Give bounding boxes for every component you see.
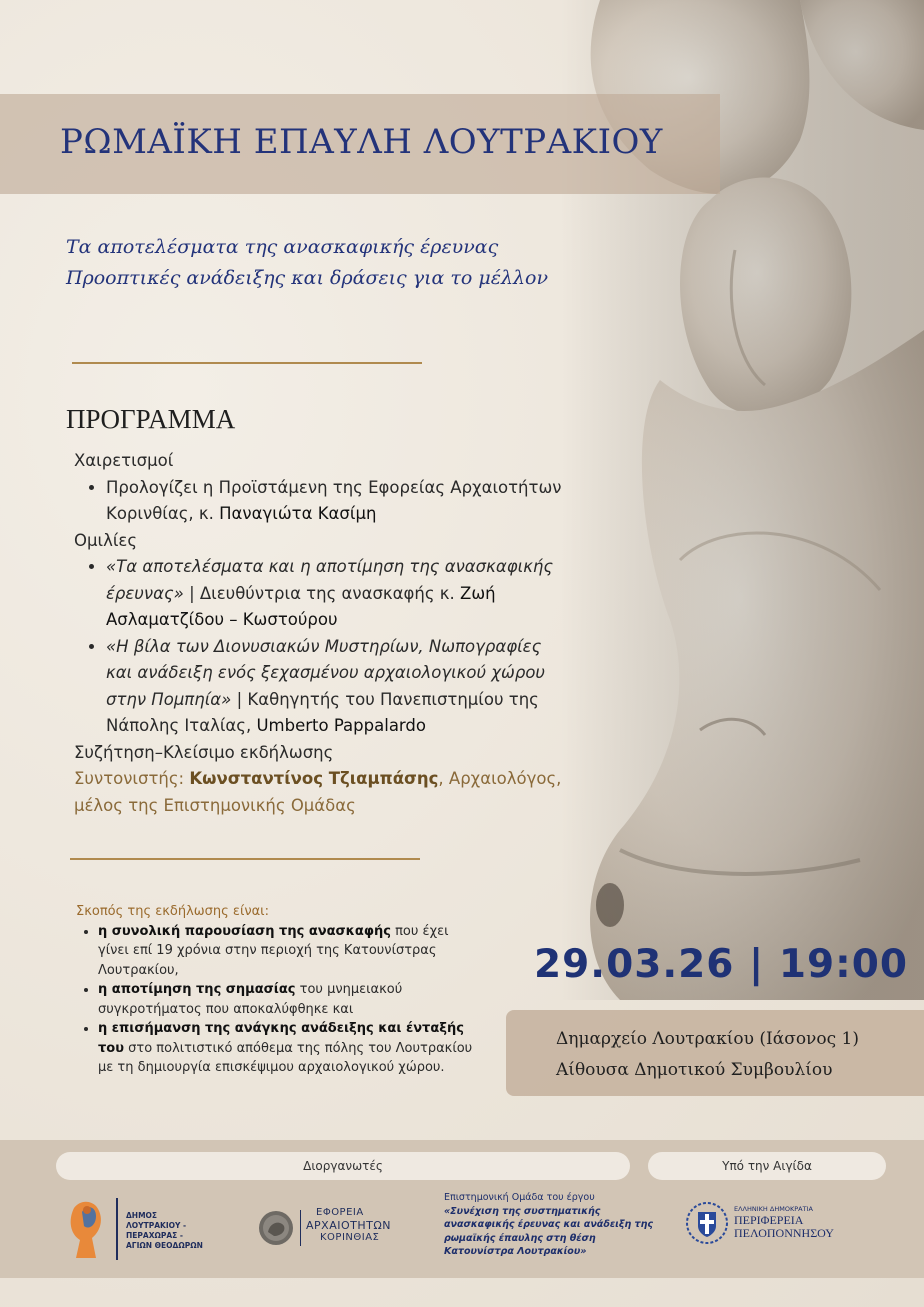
region-logo-text [734,1205,834,1240]
purpose-section [76,902,476,1078]
talk1-text: | Διευθύντρια της ανασκαφής κ. [183,583,461,603]
dimos-logo-icon [66,1198,108,1262]
venue-line-1: Δημαρχείο Λουτρακίου (Ιάσονος 1) [556,1029,859,1049]
program-list [74,448,564,819]
coordinator [74,766,564,819]
project-title: «Συνέχιση της συστηματικής ανασκαφικής έρευνας και ανάδειξη της ρωμαϊκής έπαυλης στη θέση Κατουνίστρα Λουτρακίου» [444,1205,653,1257]
divider-top [72,362,422,364]
subtitle-line-2: Προοπτικές ανάδειξης και δράσεις για το μέλλον [66,267,549,289]
list-item [106,554,564,634]
eforeia-divider [300,1210,301,1246]
subtitle [66,232,548,294]
talk2-name: Umberto Pappalardo [256,716,426,735]
dimos-line-3: ΠΕΡΑΧΩΡΑΣ - [126,1231,184,1240]
intro-name: Παναγιώτα Κασίμη [219,504,377,523]
subtitle-line-1: Τα αποτελέσματα της ανασκαφικής έρευνας [66,236,499,258]
venue-line-2: Αίθουσα Δημοτικού Συμβουλίου [556,1060,833,1080]
talk1-name: Ζωή Ασλαματζίδου – Κωστούρου [106,583,496,629]
dimos-line-4: ΑΓΙΩΝ ΘΕΟΔΩΡΩΝ [126,1241,203,1250]
purpose-item1-bold: η συνολική παρουσίαση της ανασκαφής [98,923,391,939]
talk2-text: | Καθηγητής του Πανεπιστημίου της Νάπολης Ιταλίας, [106,689,539,735]
dimos-line-1: ΔΗΜΟΣ [126,1211,158,1220]
list-item [106,634,564,740]
eforeia-line-2: ΑΡΧΑΙΟΤΗΤΩΝ [306,1218,391,1232]
region-emblem-icon [686,1202,728,1244]
program-heading: ΠΡΟΓΡΑΜΜΑ [66,404,236,434]
science-team-block [444,1191,654,1259]
talks-label: Ομιλίες [74,530,138,550]
purpose-item2-bold: η αποτίμηση της σημασίας [98,982,296,997]
purpose-lead-bold: Σκοπός της εκδήλωσης [76,904,229,919]
purpose-lead-rest: είναι: [228,904,269,919]
dimos-divider [116,1198,118,1260]
eforeia-line-3: ΚΟΡΙΝΘΙΑΣ [320,1232,380,1243]
organizers-label: Διοργανωτές [56,1152,630,1180]
region-line-1: ΕΛΛΗΝΙΚΗ ΔΗΜΟΚΡΑΤΙΑ [734,1205,813,1213]
science-team-label: Επιστημονική Ομάδα του έργου [444,1192,595,1203]
greetings-items [74,475,564,528]
purpose-item2-rest: του μνημειακού συγκροτήματος που αποκαλύφθηκε και [98,982,403,1017]
talks-items [74,554,564,740]
auspices-label: Υπό την Αιγίδα [648,1152,886,1180]
dimos-logo-text [126,1211,203,1251]
event-datetime: 29.03.26 | 19:00 [534,942,908,987]
coordinator-label: Συντονιστής: [74,769,190,788]
purpose-lead [76,902,476,922]
eforeia-logo-text [306,1207,391,1245]
coordinator-role: , Αρχαιολόγος, μέλος της Επιστημονικής Ομάδας [74,769,562,815]
coordinator-name: Κωνσταντίνος Τζιαμπάσης [189,769,439,788]
dimos-line-2: ΛΟΥΤΡΑΚΙΟΥ - [126,1221,187,1230]
talk1-title: «Τα αποτελέσματα και η αποτίμηση της ανασκαφικής έρευνας» [106,557,554,603]
list-item [106,475,564,528]
page-title: ΡΩΜΑΪΚΗ ΕΠΑΥΛΗ ΛΟΥΤΡΑΚΙΟΥ [60,122,663,162]
purpose-item3-rest: στο πολιτιστικό απόθεμα της πόλης του Λουτρακίου με τη δημιουργία επισκέψιμου αρχαιολογικού χώρου. [98,1040,473,1075]
greetings-label: Χαιρετισμοί [74,451,174,470]
region-line-2: ΠΕΡΙΦΕΡΕΙΑ [734,1213,804,1227]
divider-bottom [70,858,420,860]
list-item [98,980,476,1019]
list-item [98,1019,476,1078]
purpose-item3-bold: η επισήμανση της ανάγκης ανάδειξης και ένταξής του [98,1021,464,1056]
purpose-item1-rest: που έχει γίνει επί 19 χρόνια στην περιοχή της Κατουνίστρας Λουτρακίου, [98,923,449,978]
talk2-title: «Η βίλα των Διονυσιακών Μυστηρίων, Νωπογραφίες και ανάδειξη ενός ξεχασμένου αρχαιολογικού χώρου στην Πομπηία» [106,636,545,709]
region-line-3: ΠΕΛΟΠΟΝΝΗΣΟΥ [734,1226,834,1240]
eforeia-line-1: ΕΦΟΡΕΙΑ [316,1207,364,1218]
venue [556,1024,859,1086]
list-item [98,922,476,981]
intro-text: Προλογίζει η Προϊστάμενη της Εφορείας Αρχαιοτήτων Κορινθίας, κ. [106,477,562,523]
closing-label: Συζήτηση–Κλείσιμο εκδήλωσης [74,742,334,762]
eforeia-coin-icon [258,1210,294,1246]
purpose-items [76,922,476,1078]
